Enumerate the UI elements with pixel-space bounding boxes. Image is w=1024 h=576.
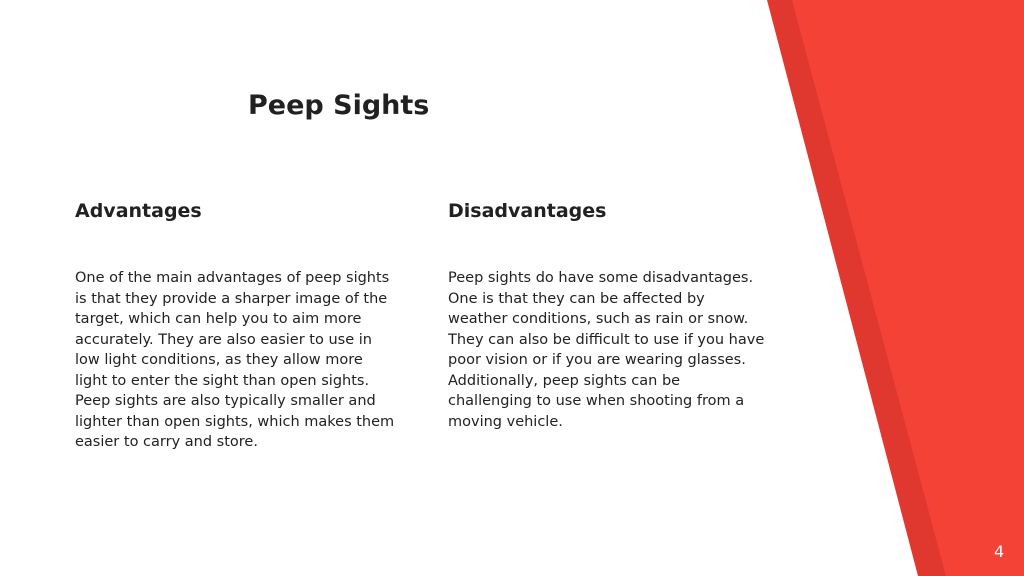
page-number: 4 — [994, 542, 1005, 561]
disadvantages-text: Peep sights do have some disadvantages. One is that they can be affected by weather conditions, such as rain or snow. They can also be difficult to use if you have poor vision or if you are wearing glasses. Additionally, peep sights can be challenging to use when shooting from a moving vehicle. — [448, 270, 765, 430]
disadvantages-heading: Disadvantages — [448, 200, 607, 222]
slide-title: Peep Sights — [248, 90, 430, 121]
advantages-heading: Advantages — [75, 200, 202, 222]
advantages-text: One of the main advantages of peep sights is that they provide a sharper image of the target, which can help you to aim more accurately. They are also easier to use in low light conditions, as they allow more light to enter the sight than open sights. Peep sights are also typically smaller and lighter than open sights, which makes them easier to carry and store. — [75, 270, 395, 450]
